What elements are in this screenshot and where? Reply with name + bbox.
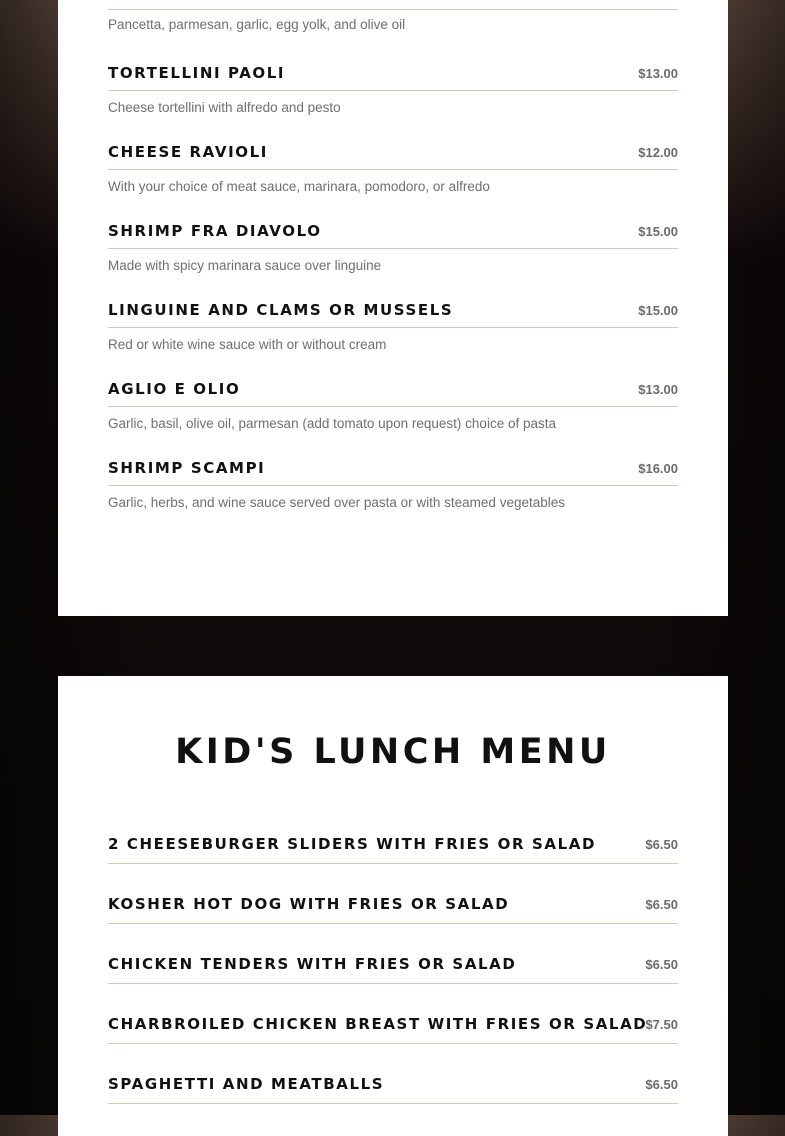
kids-menu-card xyxy=(58,676,728,1136)
menu-item-header xyxy=(108,62,678,91)
item-price: $16.00 xyxy=(638,461,678,476)
item-description: Red or white wine sauce with or without cream xyxy=(108,337,387,352)
item-price: $6.50 xyxy=(645,837,678,852)
kids-menu-item xyxy=(108,1013,678,1044)
item-price: $6.50 xyxy=(645,1077,678,1092)
item-name: SHRIMP SCAMPI xyxy=(108,459,266,477)
menu-item-header xyxy=(108,457,678,486)
menu-item-aglio-e-olio xyxy=(108,378,678,431)
item-price: $13.00 xyxy=(638,66,678,81)
menu-item-shrimp-fra-diavolo xyxy=(108,220,678,273)
menu-item-cheese-ravioli xyxy=(108,141,678,194)
item-name: LINGUINE AND CLAMS OR MUSSELS xyxy=(108,301,454,319)
item-description: Garlic, herbs, and wine sauce served over pasta or with steamed vegetables xyxy=(108,495,565,510)
item-description: Made with spicy marinara sauce over linguine xyxy=(108,258,382,273)
item-name: CHARBROILED CHICKEN BREAST WITH FRIES OR SALAD xyxy=(108,1015,648,1033)
item-description: Garlic, basil, olive oil, parmesan (add tomato upon request) choice of pasta xyxy=(108,416,556,431)
menu-item-shrimp-scampi xyxy=(108,457,678,510)
item-price: $12.00 xyxy=(638,145,678,160)
item-name: AGLIO E OLIO xyxy=(108,380,241,398)
item-description: With your choice of meat sauce, marinara, pomodoro, or alfredo xyxy=(108,179,490,194)
menu-item-header xyxy=(108,299,678,328)
item-price: $15.00 xyxy=(638,303,678,318)
item-price: $6.50 xyxy=(645,957,678,972)
item-price: $7.50 xyxy=(645,1017,678,1032)
kids-menu-item xyxy=(108,1073,678,1104)
item-name: CHICKEN TENDERS WITH FRIES OR SALAD xyxy=(108,955,517,973)
menu-item-header xyxy=(108,378,678,407)
item-name: SPAGHETTI AND MEATBALLS xyxy=(108,1075,385,1093)
item-price: $15.00 xyxy=(638,224,678,239)
menu-item-header xyxy=(108,141,678,170)
item-description: Cheese tortellini with alfredo and pesto xyxy=(108,100,341,115)
kids-menu-item xyxy=(108,953,678,984)
item-name: KOSHER HOT DOG WITH FRIES OR SALAD xyxy=(108,895,510,913)
item-name: CHEESE RAVIOLI xyxy=(108,143,268,161)
item-price: $13.00 xyxy=(638,382,678,397)
item-name: 2 CHEESEBURGER SLIDERS WITH FRIES OR SALAD xyxy=(108,835,597,853)
menu-item-linguine-and-clams xyxy=(108,299,678,352)
kids-menu-item xyxy=(108,833,678,864)
lunch-menu-card xyxy=(58,0,728,616)
item-price: $6.50 xyxy=(645,897,678,912)
menu-divider xyxy=(108,9,678,10)
item-name: TORTELLINI PAOLI xyxy=(108,64,286,82)
item-description: Pancetta, parmesan, garlic, egg yolk, and olive oil xyxy=(108,17,406,32)
kids-menu-item xyxy=(108,893,678,924)
section-title: KID'S LUNCH MENU xyxy=(175,732,611,772)
menu-item-header xyxy=(108,220,678,249)
menu-item-tortellini-paoli xyxy=(108,62,678,115)
item-name: SHRIMP FRA DIAVOLO xyxy=(108,222,322,240)
